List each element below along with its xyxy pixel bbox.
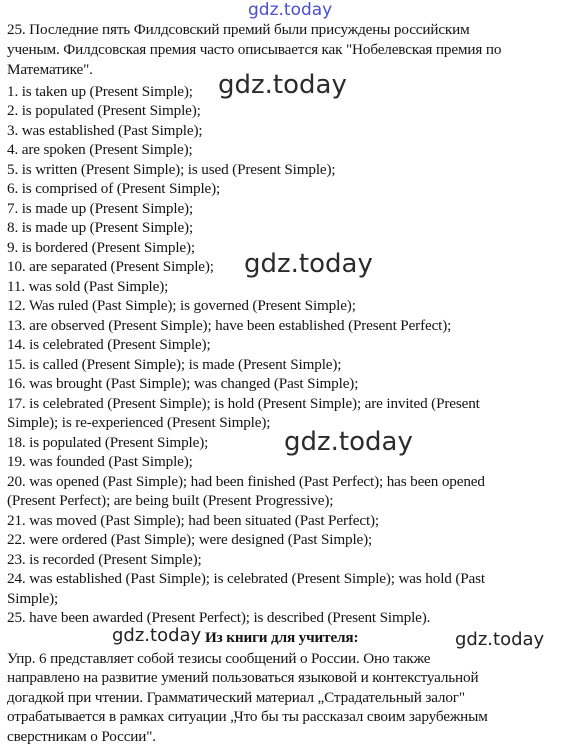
answer-20: 20. was opened (Past Simple); had been finished (Past Perfect); has been opened: [7, 473, 485, 490]
answer-15: 15. is called (Present Simple); is made (Present Simple);: [7, 356, 342, 373]
answer-9: 9. is bordered (Present Simple);: [7, 239, 195, 256]
answer-24-cont: Simple);: [7, 590, 59, 607]
teacher-line-2: направлено на развитие умений пользоваться языковой и контекстуальной: [7, 669, 479, 686]
watermark-5: gdz.today: [455, 629, 545, 650]
watermark-4: gdz.today: [112, 625, 202, 646]
answer-20-cont: (Present Perfect); are being built (Present Progressive);: [7, 492, 334, 509]
answer-6: 6. is comprised of (Present Simple);: [7, 180, 221, 197]
intro-line-2: ученым. Филдсовская премия часто описывается как "Нобелевская премия по: [7, 41, 502, 58]
answer-24: 24. was established (Past Simple); is celebrated (Present Simple); was hold (Past: [7, 570, 485, 587]
answer-23: 23. is recorded (Present Simple);: [7, 551, 202, 568]
answer-21: 21. was moved (Past Simple); had been situated (Past Perfect);: [7, 512, 379, 529]
answer-17-cont: Simple); is re-experienced (Present Simple);: [7, 414, 271, 431]
teacher-line-3: догадкой при чтении. Грамматический материал „Страдательный залог": [7, 689, 465, 706]
intro-line-3: Математике".: [7, 61, 93, 78]
answer-10: 10. are separated (Present Simple);: [7, 258, 214, 275]
teacher-heading: Из книги для учителя:: [205, 629, 359, 646]
answer-2: 2. is populated (Present Simple);: [7, 102, 201, 119]
answer-17: 17. is celebrated (Present Simple); is hold (Present Simple); are invited (Present: [7, 395, 480, 412]
teacher-line-4: отрабатывается в рамках ситуации „Что бы ты рассказал своим зарубежным: [7, 708, 488, 725]
answer-16: 16. was brought (Past Simple); was changed (Past Simple);: [7, 375, 359, 392]
teacher-line-1: Упр. 6 представляет собой тезисы сообщений о России. Оно также: [7, 650, 431, 667]
answer-19: 19. was founded (Past Simple);: [7, 453, 193, 470]
answer-8: 8. is made up (Present Simple);: [7, 219, 194, 236]
answer-7: 7. is made up (Present Simple);: [7, 200, 194, 217]
intro-line-1: 25. Последние пять Филдсовский премий были присуждены российским: [7, 21, 470, 38]
answer-12: 12. Was ruled (Past Simple); is governed (Present Simple);: [7, 297, 356, 314]
watermark-1: gdz.today: [218, 70, 347, 100]
watermark-2: gdz.today: [244, 249, 373, 279]
answer-14: 14. is celebrated (Present Simple);: [7, 336, 211, 353]
answer-1: 1. is taken up (Present Simple);: [7, 83, 193, 100]
answer-5: 5. is written (Present Simple); is used (Present Simple);: [7, 161, 336, 178]
answer-11: 11. was sold (Past Simple);: [7, 278, 169, 295]
answer-13: 13. are observed (Present Simple); have been established (Present Perfect);: [7, 317, 452, 334]
answer-22: 22. were ordered (Past Simple); were designed (Past Simple);: [7, 531, 373, 548]
watermark-3: gdz.today: [284, 427, 413, 457]
teacher-line-5: сверстникам о России".: [7, 728, 156, 745]
answer-25: 25. have been awarded (Present Perfect); is described (Present Simple).: [7, 609, 431, 626]
answer-18: 18. is populated (Present Simple);: [7, 434, 209, 451]
answer-4: 4. are spoken (Present Simple);: [7, 141, 193, 158]
watermark-top: gdz.today: [248, 0, 333, 20]
answer-3: 3. was established (Past Simple);: [7, 122, 203, 139]
